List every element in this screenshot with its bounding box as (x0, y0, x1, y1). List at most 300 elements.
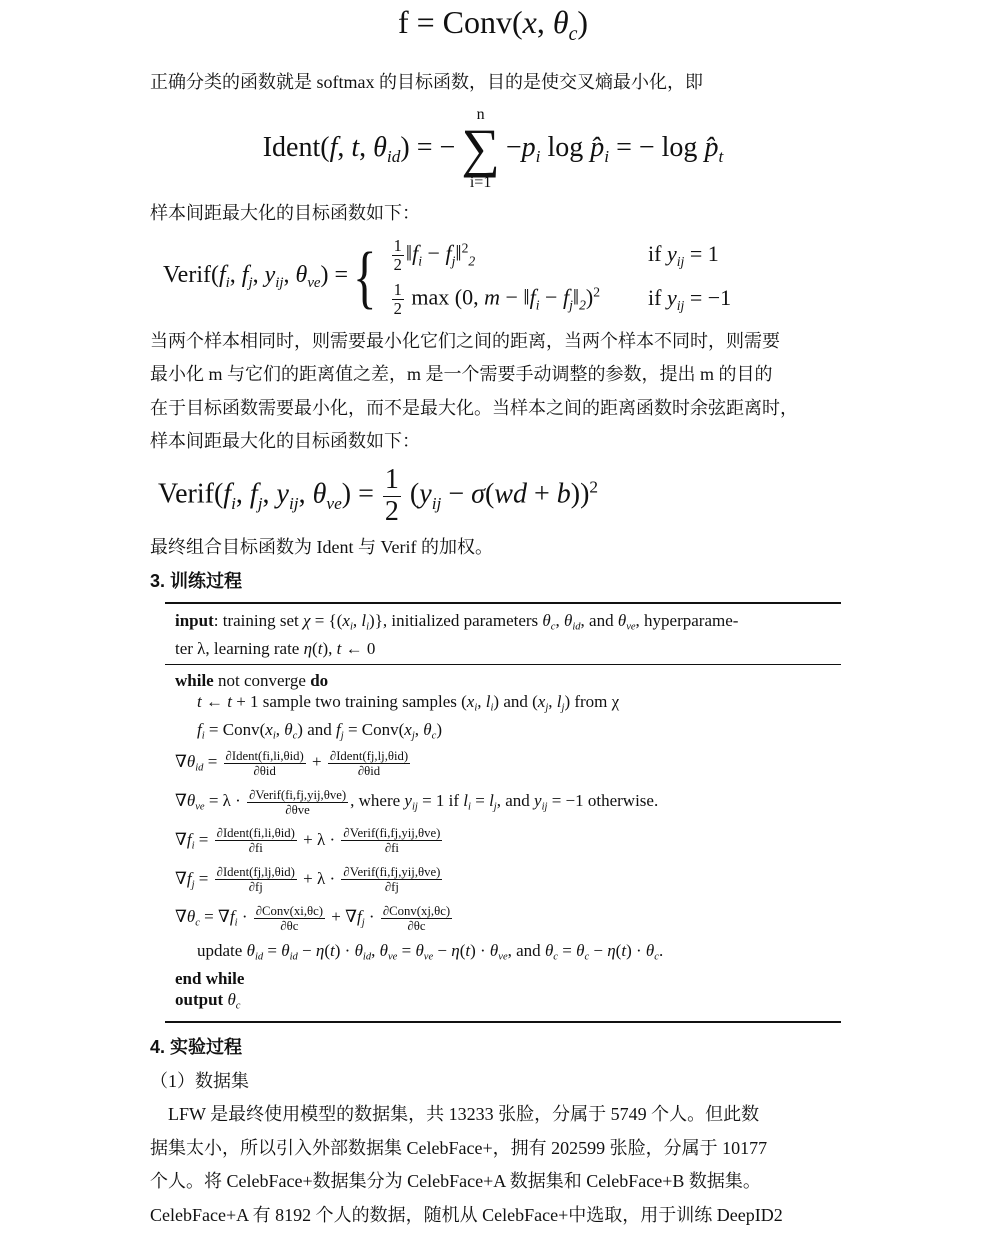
math-var: l (556, 692, 562, 712)
math-var: f (186, 829, 192, 849)
math-var: t (330, 940, 335, 960)
numerator: ∂Ident(fj,lj,θid) (216, 865, 295, 880)
math-var: σ (471, 478, 485, 510)
math-text: · (364, 907, 379, 927)
algorithm-line (175, 670, 831, 691)
math-text: , (337, 131, 352, 163)
math-text: ) (436, 719, 442, 739)
math-text: , (352, 611, 362, 631)
numerator: ∂Ident(fi,li,θid) (225, 749, 304, 764)
math-var: θ (544, 940, 554, 960)
math-var: y (264, 262, 276, 289)
denominator: ∂fj (248, 880, 263, 895)
math-var: θ (227, 989, 236, 1009)
math-subscript: c (654, 951, 659, 963)
text-line: 在于目标函数需要最小化，而不是最大化。当样本之间的距离函数时余弦距离时， (150, 397, 798, 418)
math-var: η (315, 940, 325, 960)
math-text: ( (312, 639, 318, 659)
numerator: ∂Verif(fi,fj,yij,θve) (249, 787, 347, 802)
math-subscript: ve (326, 493, 342, 513)
math-subscript: i (366, 622, 370, 634)
math-text: + (307, 752, 326, 772)
math-subscript: ve (387, 951, 398, 963)
math-text: ) · (470, 940, 490, 960)
math-var: θ (295, 262, 308, 289)
formula-verif (163, 234, 986, 321)
math-text: ∇ (175, 907, 187, 927)
math-var: y (404, 791, 412, 811)
sum-bottom: i=1 (469, 173, 492, 191)
formula-conv (0, 0, 986, 54)
math-text: , (235, 478, 250, 510)
math-text: ( (615, 940, 622, 960)
math-text: . (658, 940, 664, 960)
denominator: 2 (393, 298, 402, 318)
math-var: t (227, 692, 232, 712)
math-text: ( (484, 478, 495, 510)
math-text: − (433, 940, 452, 960)
math-text: ), (322, 639, 337, 659)
math-text: update (197, 940, 247, 960)
math-subscript: j (493, 801, 497, 813)
math-text: · (237, 907, 252, 927)
math-subscript: i (604, 146, 610, 166)
math-text: = (194, 868, 213, 888)
math-text: )}, initialized parameters (369, 611, 543, 631)
math-text: = −1 (684, 284, 732, 310)
math-var: y (534, 791, 542, 811)
math-subscript: j (411, 730, 415, 742)
text-line: 样本间距最大化的目标函数如下： (150, 431, 420, 452)
math-text: = (470, 791, 490, 811)
math-text: , (229, 262, 242, 289)
math-text: , where (350, 791, 405, 811)
denominator: ∂θve (285, 802, 310, 817)
math-text: ) · (626, 940, 646, 960)
math-text: − (422, 240, 446, 266)
numerator: ∂Ident(fi,li,θid) (216, 826, 295, 841)
fraction (392, 281, 404, 318)
math-text: f (397, 4, 409, 40)
math-subscript: id (289, 951, 298, 963)
math-text: = λ · (204, 791, 246, 811)
case-condition (608, 278, 739, 321)
math-text: log (540, 131, 591, 163)
math-var: θ (379, 940, 388, 960)
math-subscript: ve (626, 622, 636, 634)
math-subscript: j (257, 493, 263, 513)
math-text: , and (580, 611, 618, 631)
math-text: ) = (320, 262, 349, 289)
math-subscript: id (572, 622, 581, 634)
math-subscript: c (553, 951, 558, 963)
fraction (224, 749, 306, 778)
math-subscript: 2 (468, 253, 476, 269)
math-text: , (275, 719, 285, 739)
algorithm-line (175, 989, 831, 1017)
math-var: θ (246, 940, 255, 960)
bottom-rule (165, 1021, 841, 1023)
math-text: = − log (609, 131, 705, 163)
math-var: θ (563, 611, 573, 631)
algorithm-line (175, 638, 831, 659)
algorithm-line (175, 785, 831, 824)
math-text: − (505, 131, 522, 163)
denominator: 2 (384, 495, 399, 527)
numerator: ∂Conv(xi,θc) (255, 903, 324, 918)
math-text: + λ · (298, 868, 340, 888)
math-text: = (397, 940, 416, 960)
math-subscript: i (474, 702, 478, 714)
math-var: y (666, 241, 677, 267)
math-var: f (249, 478, 258, 510)
math-text: )) (570, 478, 590, 510)
math-text: ) = (341, 478, 381, 510)
math-var: y (419, 478, 432, 510)
formula-verif-cosine (158, 465, 986, 528)
algorithm-line (175, 691, 831, 719)
math-text: , (371, 940, 380, 960)
fraction (341, 826, 442, 855)
keyword: do (310, 671, 329, 691)
math-var: θ (489, 940, 499, 960)
math-text: ‖ (455, 240, 462, 266)
math-var: m (484, 284, 501, 310)
fraction (215, 865, 297, 894)
formula-ident (0, 107, 986, 190)
para-final: 最终组合目标函数为 Ident 与 Verif 的加权。 (150, 537, 493, 558)
numerator: 1 (393, 236, 402, 256)
text-line: 当两个样本相同时，则需要最小化它们之间的距离，当两个样本不同时，则需要 (150, 330, 780, 351)
math-text: ∇ (175, 791, 187, 811)
math-text: = −1 otherwise. (547, 791, 659, 811)
math-superscript: 2 (589, 477, 599, 497)
math-text: = 1 if (417, 791, 464, 811)
algorithm-line (175, 746, 831, 785)
math-text: + 1 sample two training samples ( (231, 692, 467, 712)
math-text: , (414, 719, 424, 739)
numerator: 1 (393, 279, 402, 299)
math-var: η (607, 940, 616, 960)
ident-rhs (505, 131, 724, 166)
math-text: − (589, 940, 608, 960)
math-subscript: j (545, 702, 549, 714)
math-subscript: ij (275, 275, 284, 292)
math-var: θ (415, 940, 424, 960)
math-var: f (357, 907, 362, 927)
algorithm-input (165, 604, 841, 664)
math-var: f (229, 907, 235, 927)
text-line: LFW 是最终使用模型的数据集，共 13233 张脸，分属于 5749 个人。但此数 (150, 1104, 760, 1125)
math-var: f (197, 719, 202, 739)
math-text: ( (402, 478, 420, 510)
text-line: CelebFace+A 有 8192 个人的数据，随机从 CelebFace+中选取，用于训练 DeepID2 (150, 1204, 783, 1225)
case-expression (382, 234, 608, 277)
heading-experiment: 4. 实验过程 (150, 1037, 243, 1058)
math-text: Verif( (163, 262, 219, 289)
math-subscript: i (201, 730, 205, 742)
denominator: 2 (393, 255, 402, 275)
math-subscript: c (292, 730, 298, 742)
math-text: = (194, 829, 213, 849)
math-var: θ (645, 940, 655, 960)
math-subscript: i (490, 702, 494, 714)
math-text: − (441, 478, 472, 510)
math-text: + λ · (298, 829, 340, 849)
math-text: , (359, 131, 374, 163)
math-text: = (263, 940, 282, 960)
keyword: input (175, 611, 214, 631)
math-text: ) · (334, 940, 355, 960)
math-var: x (342, 611, 350, 631)
math-text: , (548, 692, 557, 712)
math-text: ter λ, learning rate (175, 639, 304, 659)
math-text: = Conv( (408, 4, 523, 40)
math-text: , hyperparame- (635, 611, 739, 631)
algorithm-box (165, 602, 841, 1023)
math-var: θ (186, 752, 196, 772)
verif-case-row (382, 278, 739, 321)
math-subscript: i (234, 917, 238, 929)
algorithm-line (175, 863, 831, 902)
keyword: end while (175, 968, 245, 988)
math-text: = Conv( (343, 719, 405, 739)
math-var: l (485, 692, 491, 712)
math-text: ‖ (572, 284, 580, 310)
math-var: θ (542, 611, 551, 631)
math-subscript: c (550, 622, 556, 634)
math-var: p (521, 131, 536, 163)
math-var: η (451, 940, 460, 960)
math-text: ) (577, 4, 589, 40)
keyword: output (175, 989, 224, 1009)
math-subscript: id (362, 951, 372, 963)
math-text: , (536, 4, 553, 40)
algorithm-line (175, 940, 831, 968)
math-subscript: j (191, 879, 195, 891)
math-var: t (317, 639, 323, 659)
math-var: x (404, 719, 412, 739)
math-text: , (262, 478, 277, 510)
math-text: not converge (213, 671, 311, 691)
math-subscript: t (718, 146, 724, 166)
math-var: l (489, 791, 494, 811)
math-subscript: ij (431, 493, 442, 513)
math-text: = (557, 940, 577, 960)
math-subscript: ve (195, 801, 205, 813)
math-text: = (203, 752, 222, 772)
math-text: ) = − (400, 131, 456, 163)
verif-cases (382, 234, 739, 321)
brace-symbol: { (353, 238, 377, 316)
math-var: f (412, 240, 419, 266)
math-subscript: i (225, 275, 230, 292)
math-var: θ (354, 940, 363, 960)
fraction (381, 904, 452, 933)
verif-case-row (382, 234, 739, 277)
math-text: − ‖ (500, 284, 530, 310)
math-subscript: ij (541, 801, 548, 813)
math-var: f (218, 262, 226, 289)
math-superscript: 2 (461, 240, 469, 256)
math-text: = ∇ (199, 907, 230, 927)
math-subscript: c (584, 951, 590, 963)
math-text: = Conv( (204, 719, 266, 739)
math-text: ) and ( (493, 692, 538, 712)
fraction (392, 237, 404, 274)
math-var: x (265, 719, 273, 739)
heading-training: 3. 训练过程 (150, 570, 243, 591)
numerator: ∂Ident(fj,lj,θid) (329, 749, 409, 764)
math-subscript: ve (307, 275, 321, 292)
numerator: ∂Conv(xj,θc) (382, 903, 451, 918)
fraction (328, 749, 410, 778)
math-text: − (297, 940, 316, 960)
fraction (341, 865, 442, 894)
ident-lhs (262, 131, 456, 166)
math-text: ) and (297, 719, 337, 739)
math-var: wd (494, 478, 527, 510)
math-var: θ (552, 4, 569, 40)
math-text: if (648, 284, 667, 310)
math-var: t (351, 131, 360, 163)
verif-lhs (163, 262, 349, 292)
math-subscript: ve (498, 951, 508, 963)
math-text: ) (585, 284, 594, 310)
math-var: t (465, 940, 471, 960)
math-subscript: ve (423, 951, 434, 963)
math-var: f (329, 131, 338, 163)
math-subscript: c (235, 1000, 241, 1012)
math-subscript: i (231, 493, 236, 513)
math-subscript: id (195, 763, 204, 775)
sum-operator (461, 107, 500, 190)
algorithm-line (175, 824, 831, 863)
math-subscript: ij (676, 254, 685, 270)
math-subscript: i (272, 730, 276, 742)
math-var: x (522, 4, 537, 40)
math-text: − (539, 284, 563, 310)
math-text: , (555, 611, 564, 631)
math-superscript: 2 (593, 284, 601, 300)
para-verif-intro: 样本间距最大化的目标函数如下： (150, 202, 420, 223)
denominator: ∂θid (357, 764, 381, 779)
math-subscript: c (431, 730, 437, 742)
math-var: θ (312, 478, 327, 510)
math-text: ∇ (175, 752, 187, 772)
math-text: + ∇ (327, 907, 357, 927)
sigma-symbol: ∑ (461, 118, 500, 179)
para-dataset (150, 1098, 845, 1232)
math-text: : training set (213, 611, 303, 631)
text-line: 最小化 m 与它们的距离值之差，m 是一个需要手动调整的参数，提出 m 的目的 (150, 364, 773, 385)
math-subscript: i (191, 840, 195, 852)
fraction (254, 904, 325, 933)
math-text: ← 0 (341, 639, 376, 659)
math-text: ( (459, 940, 466, 960)
math-var: l (361, 611, 367, 631)
math-var: η (303, 639, 313, 659)
math-var: x (466, 692, 475, 712)
denominator: ∂fj (384, 880, 399, 895)
math-var: t (197, 692, 202, 712)
math-var: t (336, 639, 342, 659)
math-var: b (556, 478, 571, 510)
math-var: l (463, 791, 469, 811)
math-subscript: j (569, 296, 573, 312)
denominator: ∂θc (407, 918, 426, 933)
math-text: , (298, 478, 313, 510)
math-subscript: j (248, 275, 253, 292)
numerator: ∂Verif(fi,fj,yij,θve) (343, 826, 441, 841)
math-subscript: i (535, 146, 541, 166)
fraction (247, 788, 348, 817)
math-var: f (223, 478, 232, 510)
math-subscript: id (254, 951, 264, 963)
math-var: x (537, 692, 546, 712)
math-var: θ (576, 940, 585, 960)
math-var: θ (186, 791, 196, 811)
math-var: f (529, 284, 536, 310)
subheading-dataset: （1）数据集 (150, 1070, 249, 1091)
math-text: , (252, 262, 265, 289)
case-condition (608, 234, 739, 277)
math-subscript: id (386, 146, 401, 166)
math-subscript: ij (411, 801, 418, 813)
math-text: Verif( (158, 478, 224, 510)
math-var: θ (423, 719, 432, 739)
denominator: ∂θid (253, 764, 276, 779)
algorithm-line (175, 610, 831, 638)
math-var: θ (373, 131, 387, 163)
math-subscript: j (361, 917, 365, 929)
math-text: ( (324, 940, 330, 960)
math-var: t (621, 940, 627, 960)
keyword: while (175, 671, 214, 691)
math-var: θ (186, 907, 196, 927)
math-text: , (477, 692, 486, 712)
math-subscript: c (195, 917, 200, 929)
math-var: θ (284, 719, 293, 739)
algorithm-body (165, 665, 841, 1021)
denominator: ∂fi (384, 841, 399, 856)
algorithm-line (175, 968, 831, 989)
math-text: ∇ (175, 829, 187, 849)
case-expression (382, 278, 608, 321)
math-subscript: 2 (579, 296, 586, 312)
math-text: if (648, 241, 667, 267)
math-var: f (445, 240, 452, 266)
math-text: ∇ (175, 868, 187, 888)
math-subscript: c (568, 22, 578, 45)
math-var: χ (302, 611, 311, 631)
math-text: , and (507, 940, 545, 960)
text-line: 据集太小，所以引入外部数据集 CelebFace+，拥有 202599 张脸，分属于 10177 (150, 1137, 768, 1158)
math-var: θ (617, 611, 627, 631)
math-text: ‖ (405, 240, 413, 266)
math-subscript: j (451, 253, 456, 269)
math-text: = {( (310, 611, 343, 631)
math-subscript: ij (676, 297, 685, 313)
math-subscript: j (561, 702, 565, 714)
math-var: f (562, 284, 570, 310)
math-text: = 1 (684, 241, 719, 267)
math-var: θ (281, 940, 290, 960)
text-line: 个人。将 CelebFace+数据集分为 CelebFace+A 数据集和 CelebFace+B 数据集。 (150, 1171, 761, 1192)
math-text: ← (201, 692, 228, 712)
math-var: f (241, 262, 249, 289)
math-text: , and (496, 791, 535, 811)
